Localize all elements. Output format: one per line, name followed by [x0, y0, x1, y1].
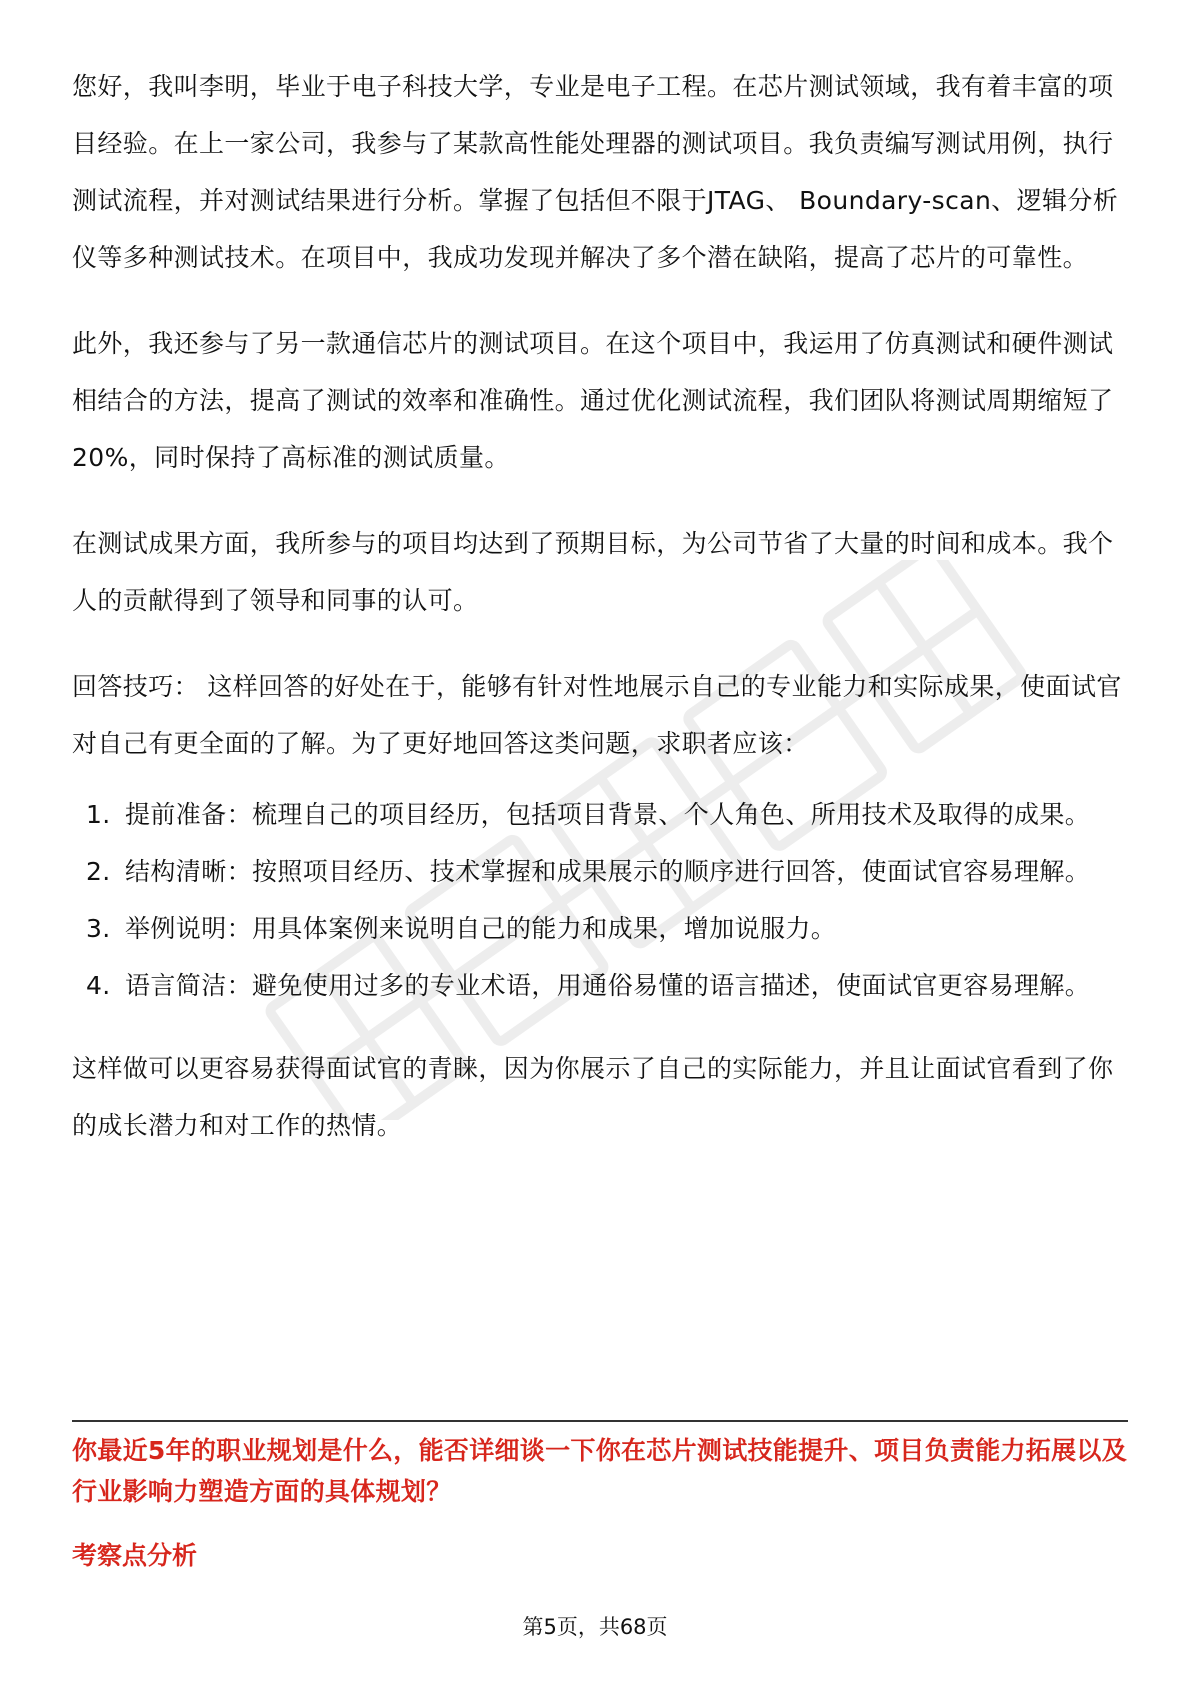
paragraph-conclusion: 这样做可以更容易获得面试官的青睐，因为你展示了自己的实际能力，并且让面试官看到了你的成长潜力和对工作的热情。 [72, 1054, 1114, 1140]
document-body [72, 58, 1128, 1154]
next-question-heading: 你最近5年的职业规划是什么，能否详细谈一下你在芯片测试技能提升、项目负责能力拓展以及行业影响力塑造方面的具体规划？ [72, 1436, 1127, 1506]
list-item [72, 957, 1128, 1014]
paragraph-answer-tips: 回答技巧： 这样回答的好处在于，能够有针对性地展示自己的专业能力和实际成果，使面试官对自己有更全面的了解。为了更好地回答这类问题，求职者应该： [72, 672, 1122, 758]
list-item-text: 举例说明：用具体案例来说明自己的能力和成果，增加说服力。 [125, 914, 837, 943]
section-divider [72, 1420, 1128, 1422]
list-item [72, 843, 1128, 900]
list-number: 4. [86, 971, 111, 1000]
list-item [72, 900, 1128, 957]
paragraph-results: 在测试成果方面，我所参与的项目均达到了预期目标，为公司节省了大量的时间和成本。我个人的贡献得到了领导和同事的认可。 [72, 529, 1114, 615]
list-number: 1. [86, 800, 111, 829]
paragraph-communication-chip: 此外，我还参与了另一款通信芯片的测试项目。在这个项目中，我运用了仿真测试和硬件测试相结合的方法，提高了测试的效率和准确性。通过优化测试流程，我们团队将测试周期缩短了20%，同时保持了高标准的测试质量。 [72, 329, 1114, 472]
list-number: 3. [86, 914, 111, 943]
tips-list [72, 786, 1128, 1014]
analysis-heading: 考察点分析 [72, 1541, 198, 1570]
list-item [72, 786, 1128, 843]
list-number: 2. [86, 857, 111, 886]
list-item-text: 提前准备：梳理自己的项目经历，包括项目背景、个人角色、所用技术及取得的成果。 [125, 800, 1091, 829]
list-item-text: 结构清晰：按照项目经历、技术掌握和成果展示的顺序进行回答，使面试官容易理解。 [125, 857, 1091, 886]
list-item-text: 语言简洁：避免使用过多的专业术语，用通俗易懂的语言描述，使面试官更容易理解。 [125, 971, 1091, 1000]
paragraph-experience: 您好，我叫李明，毕业于电子科技大学，专业是电子工程。在芯片测试领域，我有着丰富的项目经验。在上一家公司，我参与了某款高性能处理器的测试项目。我负责编写测试用例，执行测试流程，并对测试结果进行分析。掌握了包括但不限于JTAG、 Boundary-scan、逻辑分析仪等多种测试技术。在项目中，我成功发现并解决了多个潜在缺陷，提高了芯片的可靠性。 [72, 72, 1119, 272]
page-number-footer: 第5页，共68页 [522, 1615, 668, 1639]
